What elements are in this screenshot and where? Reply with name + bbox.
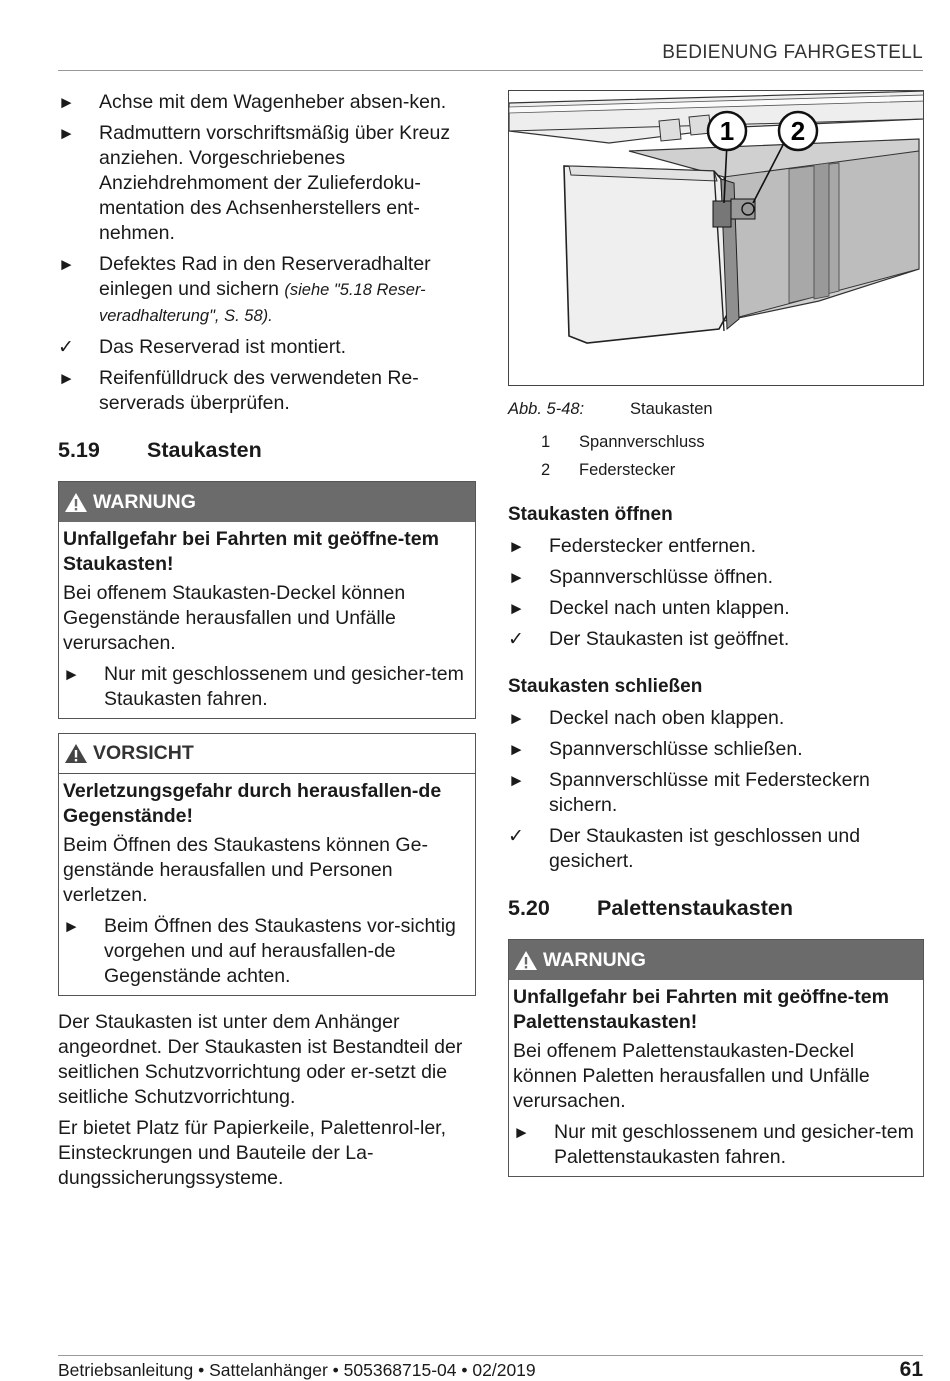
warning-box xyxy=(58,481,476,719)
step-item xyxy=(58,121,476,246)
warning-text: Bei offenem Staukasten-Deckel können Gegenstände herausfallen und Unfälle verursachen. xyxy=(63,582,406,654)
caption-title: Staukasten xyxy=(630,400,713,418)
legend-text: Federstecker xyxy=(579,461,676,479)
caution-box xyxy=(58,733,476,996)
caution-step xyxy=(63,914,471,989)
arrow-icon: ► xyxy=(58,255,75,274)
check-icon: ✓ xyxy=(58,337,74,358)
warning-triangle-icon xyxy=(64,743,88,764)
close-step-list xyxy=(508,706,924,874)
warning-body xyxy=(509,980,923,1176)
step-text: Spannverschlüsse mit Federsteckern sichern. xyxy=(549,769,870,816)
step-item xyxy=(508,565,924,590)
arrow-icon: ► xyxy=(58,124,75,143)
warning-body xyxy=(59,522,475,718)
callout-1: 1 xyxy=(719,116,735,146)
footer-rule xyxy=(58,1355,923,1356)
warning-triangle-icon xyxy=(64,492,88,513)
step-item xyxy=(508,596,924,621)
arrow-icon: ► xyxy=(508,599,525,618)
left-column xyxy=(58,90,476,1197)
warning-header xyxy=(59,482,475,522)
caution-body xyxy=(59,774,475,995)
step-text: Federstecker entfernen. xyxy=(549,535,757,557)
step-text: Deckel nach unten klappen. xyxy=(549,597,790,619)
arrow-icon: ► xyxy=(58,93,75,112)
step-item xyxy=(508,534,924,559)
body-paragraph: Er bietet Platz für Papierkeile, Palettenrol-ler, Einsteckrungen und Bauteile der La-dungssicherungssysteme. xyxy=(58,1117,447,1189)
step-item xyxy=(58,366,476,416)
section-title: Staukasten xyxy=(147,438,262,462)
legend-item xyxy=(508,461,924,480)
warning-step xyxy=(513,1120,919,1170)
section-number: 5.20 xyxy=(508,896,550,920)
caution-title: Verletzungsgefahr durch herausfallen-de Gegenstände! xyxy=(63,780,442,827)
warning-title: Unfallgefahr bei Fahrten mit geöffne-tem Staukasten! xyxy=(63,528,439,575)
caution-header xyxy=(59,734,475,774)
arrow-icon: ► xyxy=(58,369,75,388)
step-text: Radmuttern vorschriftsmäßig über Kreuz anziehen. Vorgeschriebenes Anziehdrehmoment der Zulieferdoku-mentation des Achsenherstellers ent-nehmen. xyxy=(99,122,451,244)
step-item xyxy=(58,252,476,329)
arrow-icon: ► xyxy=(63,917,80,936)
step-item xyxy=(508,737,924,762)
warning-label: WARNUNG xyxy=(93,490,196,513)
result-text: Der Staukasten ist geöffnet. xyxy=(549,628,790,650)
warning-step-text: Nur mit geschlossenem und gesicher-tem Staukasten fahren. xyxy=(104,663,464,710)
page-number: 61 xyxy=(899,1358,923,1381)
arrow-icon: ► xyxy=(508,740,525,759)
warning-triangle-icon xyxy=(514,950,538,971)
arrow-icon: ► xyxy=(508,709,525,728)
section-heading xyxy=(508,896,924,921)
arrow-icon: ► xyxy=(63,665,80,684)
staukasten-illustration xyxy=(509,91,924,386)
open-step-list xyxy=(508,534,924,652)
step-text: Spannverschlüsse schließen. xyxy=(549,738,803,760)
subheading-open: Staukasten öffnen xyxy=(508,504,673,525)
legend-item xyxy=(508,433,924,452)
right-column xyxy=(508,90,924,1191)
callout-2: 2 xyxy=(790,116,806,146)
result-item xyxy=(58,335,476,360)
caption-label: Abb. 5-48: xyxy=(508,400,585,418)
step-text: Spannverschlüsse öffnen. xyxy=(549,566,774,588)
figure-legend xyxy=(508,433,924,480)
warning-title: Unfallgefahr bei Fahrten mit geöffne-tem Palettenstaukasten! xyxy=(513,986,889,1033)
arrow-icon: ► xyxy=(508,537,525,556)
cross-reference-link[interactable]: (siehe "5.18 Reser-veradhalterung", S. 58). xyxy=(99,281,426,325)
arrow-icon: ► xyxy=(513,1123,530,1142)
result-item xyxy=(508,627,924,652)
body-paragraph: Der Staukasten ist unter dem Anhänger angeordnet. Der Staukasten ist Bestandteil der seitlichen Schutzvorrichtung oder er-setzt die seitliche Schutzvorrichtung. xyxy=(58,1011,463,1108)
legend-number: 1 xyxy=(541,433,551,451)
warning-step-text: Nur mit geschlossenem und gesicher-tem Palettenstaukasten fahren. xyxy=(554,1121,914,1168)
caution-text: Beim Öffnen des Staukastens können Ge-genstände herausfallen und Personen verletzen. xyxy=(63,834,428,906)
section-title: Palettenstaukasten xyxy=(597,896,793,920)
legend-text: Spannverschluss xyxy=(579,433,705,451)
warning-label: WARNUNG xyxy=(543,948,646,971)
result-text: Das Reserverad ist montiert. xyxy=(99,336,347,358)
caution-label: VORSICHT xyxy=(93,742,194,764)
arrow-icon: ► xyxy=(508,771,525,790)
check-icon: ✓ xyxy=(508,826,524,847)
warning-step xyxy=(63,662,471,712)
check-icon: ✓ xyxy=(508,629,524,650)
section-number: 5.19 xyxy=(58,438,100,462)
warning-text: Bei offenem Palettenstaukasten-Deckel können Paletten herausfallen und Unfälle verursachen. xyxy=(513,1040,870,1112)
step-list xyxy=(58,90,476,416)
arrow-icon: ► xyxy=(508,568,525,587)
step-text: Achse mit dem Wagenheber absen-ken. xyxy=(99,91,447,113)
legend-number: 2 xyxy=(541,461,551,479)
step-text: Defektes Rad in den Reserveradhalter einlegen und sichern xyxy=(99,253,431,300)
figure-staukasten xyxy=(508,90,924,386)
warning-box xyxy=(508,939,924,1177)
step-item xyxy=(508,768,924,818)
footer-text: Betriebsanleitung • Sattelanhänger • 505368715-04 • 02/2019 xyxy=(58,1360,536,1380)
running-header: BEDIENUNG FAHRGESTELL xyxy=(662,42,923,63)
step-text: Deckel nach oben klappen. xyxy=(549,707,785,729)
step-item xyxy=(508,706,924,731)
step-item xyxy=(58,90,476,115)
figure-caption xyxy=(508,400,924,419)
result-item xyxy=(508,824,924,874)
subheading-close: Staukasten schließen xyxy=(508,676,703,697)
section-heading xyxy=(58,438,476,463)
step-text: Reifenfülldruck des verwendeten Re-serverads überprüfen. xyxy=(99,367,419,414)
caution-step-text: Beim Öffnen des Staukastens vor-sichtig vorgehen und auf herausfallen-de Gegenstände achten. xyxy=(104,915,456,987)
step-text-with-ref xyxy=(99,252,476,329)
header-rule xyxy=(58,70,923,71)
result-text: Der Staukasten ist geschlossen und gesichert. xyxy=(549,825,861,872)
warning-header xyxy=(509,940,923,980)
